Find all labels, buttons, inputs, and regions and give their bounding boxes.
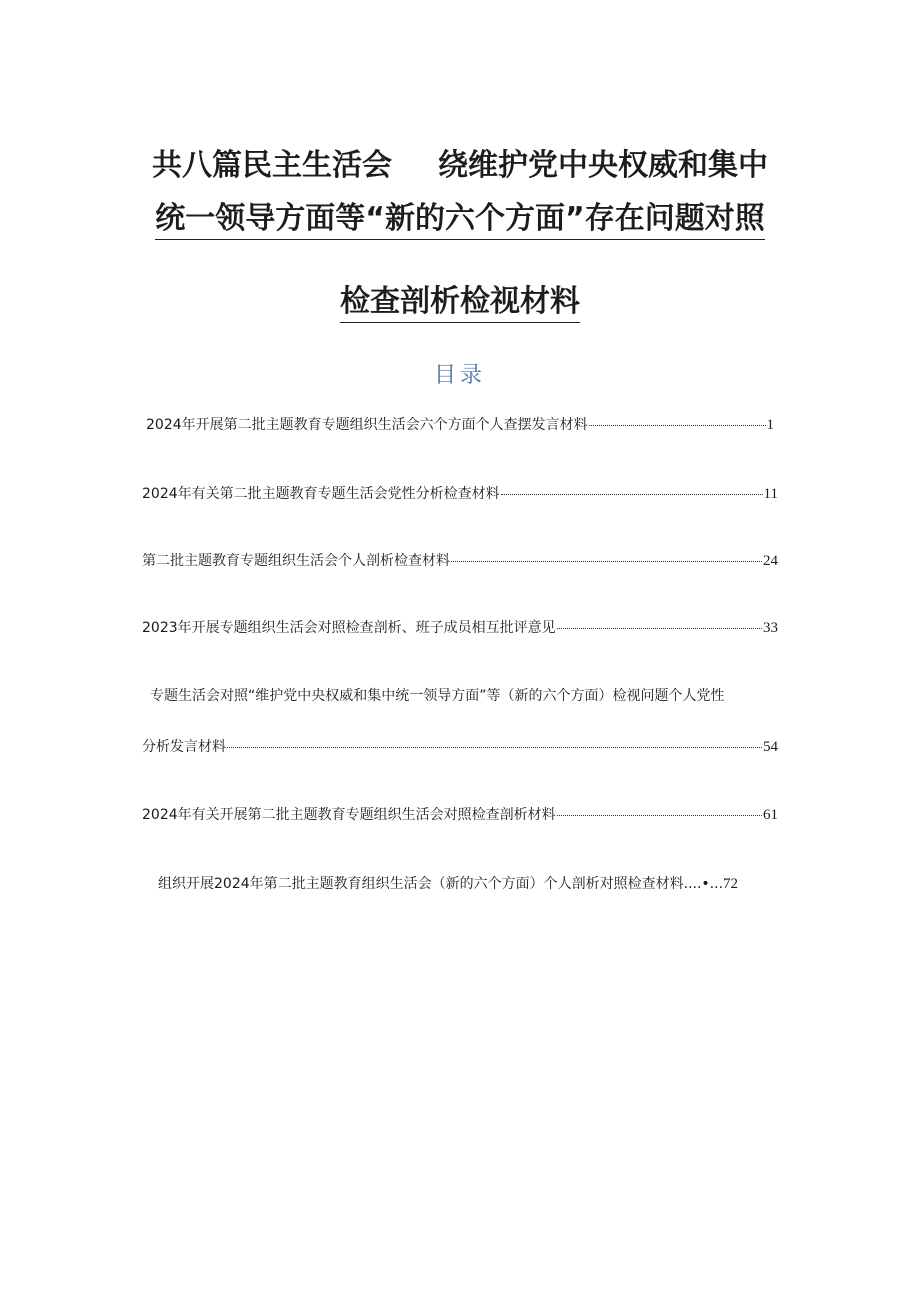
toc-heading: 目录 bbox=[433, 363, 486, 388]
toc-entry-page: 24 bbox=[763, 553, 778, 569]
toc-entry[interactable] bbox=[142, 550, 778, 570]
document-title-line-1 bbox=[0, 140, 920, 184]
toc-entry-page: 61 bbox=[763, 807, 778, 823]
toc-entry-label: 组织开展2024年第二批主题教育组织生活会（新的六个方面）个人剖析对照检查材料....•... bbox=[158, 876, 724, 892]
toc-entry[interactable] bbox=[142, 617, 778, 637]
toc-entry-label: 2023年开展专题组织生活会对照检查剖析、班子成员相互批评意见 bbox=[142, 620, 556, 636]
document-title-line-3 bbox=[0, 276, 920, 323]
toc-entry-label: 2024年有关开展第二批主题教育专题组织生活会对照检查剖析材料 bbox=[142, 807, 556, 823]
toc-entry-label: 2024年有关第二批主题教育专题生活会党性分析检查材料 bbox=[142, 486, 500, 502]
toc-entry-label-line-1[interactable]: 专题生活会对照“维护党中央权威和集中统一领导方面”等（新的六个方面）检视问题个人党性 bbox=[150, 688, 725, 704]
toc-leader-dots bbox=[451, 561, 762, 562]
toc-entry-page: 72 bbox=[723, 876, 739, 892]
document-title-line-2 bbox=[0, 193, 920, 240]
toc-entry-page: 1 bbox=[766, 417, 774, 433]
title-line-2-text: 统一领导方面等“新的六个方面”存在问题对照 bbox=[155, 193, 764, 240]
toc-entry[interactable] bbox=[146, 414, 774, 434]
title-part-2: 绕维护党中央权威和集中 bbox=[438, 148, 768, 183]
toc-entry[interactable] bbox=[142, 483, 778, 503]
title-part-1: 共八篇民主生活会 bbox=[152, 148, 392, 183]
toc-leader-dots bbox=[227, 747, 762, 748]
toc-leader-dots bbox=[589, 425, 766, 426]
toc-entry[interactable] bbox=[158, 873, 738, 893]
toc-entry-label: 2024年开展第二批主题教育专题组织生活会六个方面个人查摆发言材料 bbox=[146, 417, 588, 433]
toc-leader-dots bbox=[557, 815, 762, 816]
toc-leader-dots bbox=[557, 628, 762, 629]
toc-entry-page: 54 bbox=[763, 739, 778, 755]
toc-entry-page: 11 bbox=[763, 486, 778, 502]
toc-entry-label: 分析发言材料 bbox=[142, 739, 226, 755]
toc-entry[interactable] bbox=[142, 736, 778, 756]
toc-entry-label: 第二批主题教育专题组织生活会个人剖析检查材料 bbox=[142, 553, 450, 569]
toc-entry-page: 33 bbox=[763, 620, 778, 636]
toc-leader-dots bbox=[501, 494, 763, 495]
toc-entry[interactable] bbox=[142, 804, 778, 824]
title-line-3-text: 检查剖析检视材料 bbox=[340, 276, 580, 323]
